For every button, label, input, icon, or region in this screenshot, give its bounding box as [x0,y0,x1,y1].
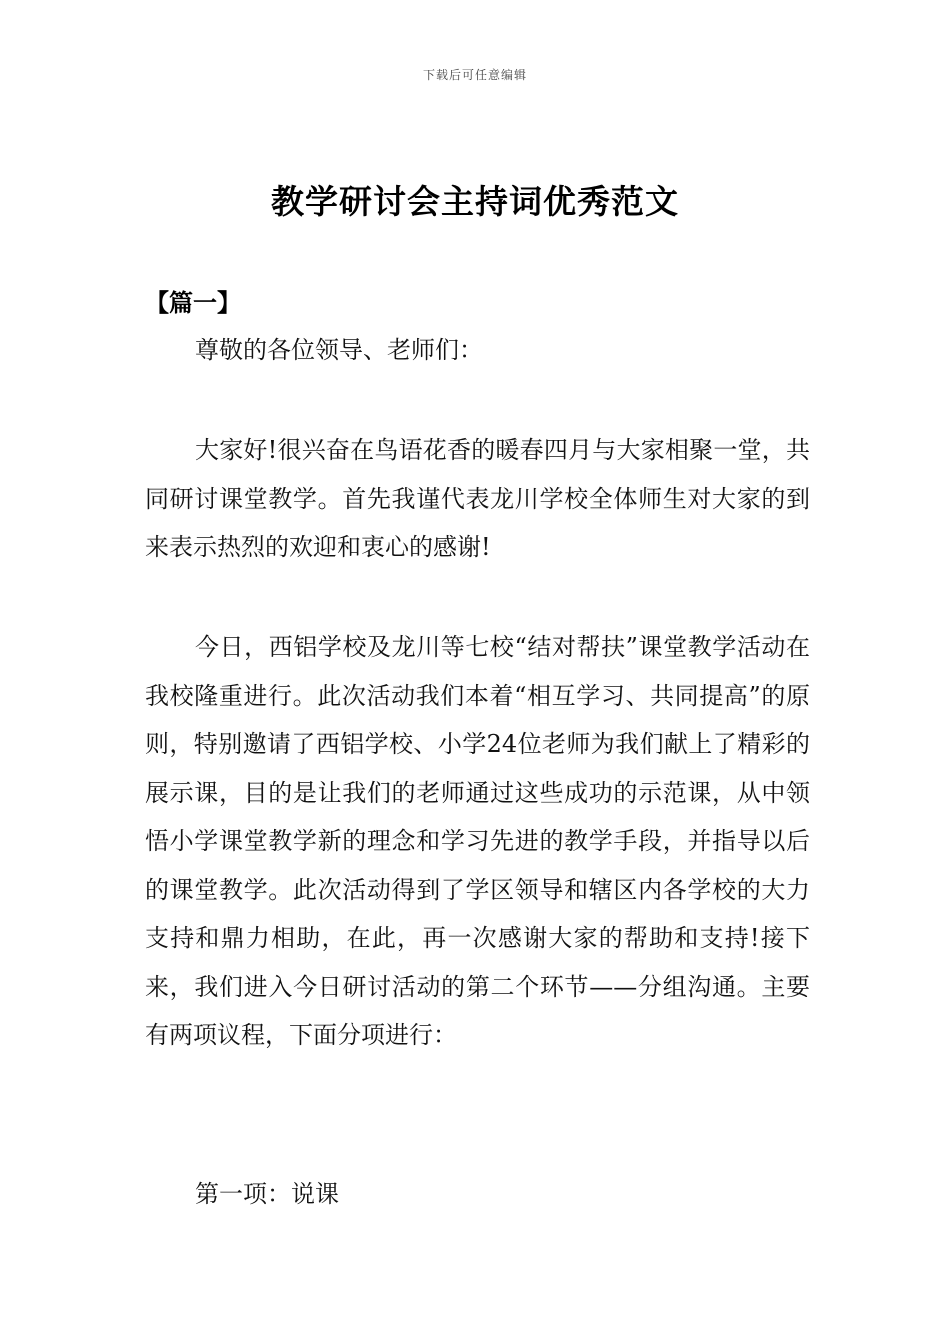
agenda-item-paragraph: 第一项：说课 [195,1180,339,1208]
greeting-paragraph: 尊敬的各位领导、老师们： [195,336,483,364]
welcome-paragraph: 大家好!很兴奋在鸟语花香的暖春四月与大家相聚一堂，共同研讨课堂教学。首先我谨代表龙川学校全体师生对大家的到来表示热烈的欢迎和衷心的感谢! [145,436,810,561]
section-label: 【篇一】 [145,288,241,317]
header-note: 下载后可任意编辑 [422,68,527,82]
document-title: 教学研讨会主持词优秀范文 [271,182,679,221]
activity-paragraph: 今日，西铝学校及龙川等七校“结对帮扶”课堂教学活动在我校隆重进行。此次活动我们本着“相互学习、共同提高”的原则，特别邀请了西铝学校、小学24位老师为我们献上了精彩的展示课，目的是让我们的老师通过这些成功的示范课，从中领悟小学课堂教学新的理念和学习先进的教学手段，并指导以后的课堂教学。此次活动得到了学区领导和辖区内各学校的大力支持和鼎力相助，在此，再一次感谢大家的帮助和支持!接下来，我们进入今日研讨活动的第二个环节——分组沟通。主要有两项议程，下面分项进行： [145,633,810,1049]
